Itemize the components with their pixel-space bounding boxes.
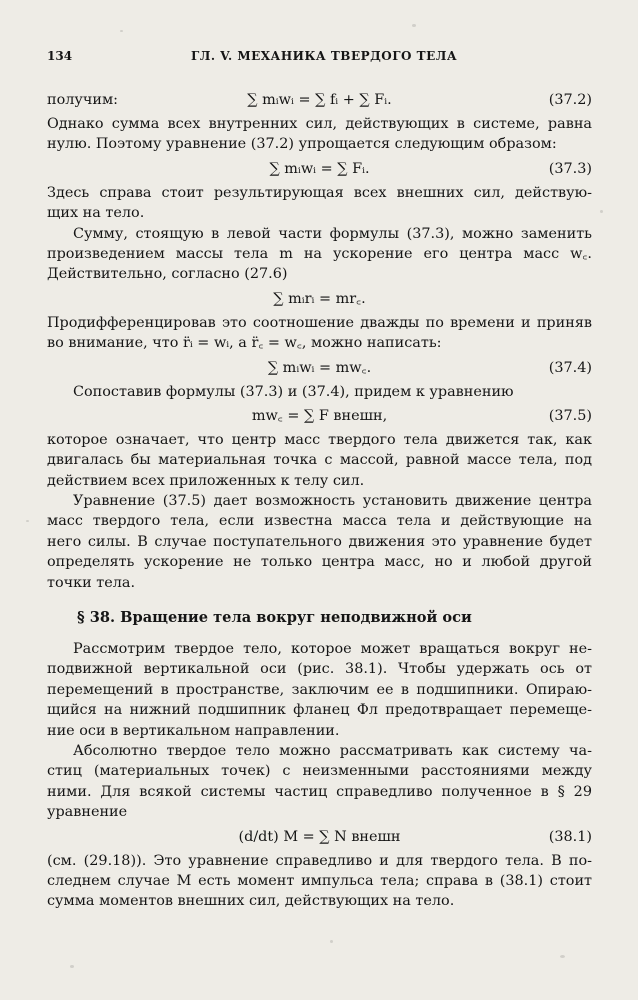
- paragraph: [47, 851, 592, 912]
- formula: ∑ mᵢwᵢ = ∑ fᵢ + ∑ Fᵢ.: [247, 92, 392, 108]
- text-line: во внимание, что r̈ᵢ = wᵢ, а r̈꜀ = w꜀, можно написать:: [47, 335, 442, 352]
- text-line: двигалась бы материальная точка с массой, равной массе тела, под: [47, 452, 592, 469]
- equation-number: (37.3): [548, 160, 592, 177]
- paragraph: [47, 224, 592, 285]
- equation-37-3: [47, 155, 592, 183]
- formula: mw꜀ = ∑ F внешн,: [251, 407, 388, 424]
- equation-number: (37.2): [548, 92, 592, 108]
- text-line: щийся на нижний подшипник фланец Фл предотвращает перемеще-: [47, 702, 592, 719]
- page-number: 134: [47, 49, 73, 63]
- text-line: Действительно, согласно (27.6): [47, 266, 288, 283]
- lead-text: получим:: [47, 92, 119, 108]
- text-line: Рассмотрим твердое тело, которое может вращаться вокруг не-: [73, 641, 592, 658]
- equation-37-5: [47, 402, 592, 430]
- paragraph: [47, 114, 592, 155]
- text-line: сумма моментов внешних сил, действующих на тело.: [47, 893, 455, 910]
- formula: (d/dt) M = ∑ N внешн: [238, 828, 401, 845]
- paragraph: [47, 430, 592, 491]
- text-line: подвижной вертикальной оси (рис. 38.1). Чтобы удержать ось от: [47, 661, 592, 678]
- text-line: стиц (материальных точек) с неизменными расстояниями между: [47, 763, 592, 780]
- running-header: [47, 49, 592, 69]
- text-line: нулю. Поэтому уравнение (37.2) упрощается следующим образом:: [47, 136, 557, 153]
- equation-27-6: [47, 285, 592, 313]
- text-line: ними. Для всякой системы частиц справедливо полученное в § 29: [47, 783, 592, 800]
- text-line: ние оси в вертикальном направлении.: [47, 722, 340, 739]
- text-line: Абсолютно твердое тело можно рассматривать как систему ча-: [73, 742, 592, 759]
- text-line: действием всех приложенных к телу сил.: [47, 472, 365, 489]
- paragraph: [47, 741, 592, 823]
- text-line: Сумму, стоящую в левой части формулы (37.3), можно заменить: [73, 225, 592, 242]
- equation-37-2: [47, 86, 592, 114]
- text-line: Уравнение (37.5) дает возможность установить движение центра: [73, 493, 592, 510]
- text-line: него силы. В случае поступательного движения это уравнение будет: [47, 533, 592, 550]
- formula: ∑ mᵢwᵢ = mw꜀.: [267, 359, 372, 376]
- section-heading: § 38. Вращение тела вокруг неподвижной оси: [77, 609, 472, 627]
- equation-number: (38.1): [548, 828, 592, 845]
- paragraph: [47, 639, 592, 741]
- paragraph: [47, 313, 592, 354]
- paragraph: [47, 382, 592, 402]
- text-line: перемещений в пространстве, заключим ее в подшипники. Опираю-: [47, 681, 592, 698]
- text-line: Однако сумма всех внутренних сил, действующих в системе, равна: [47, 116, 592, 132]
- equation-38-1: [47, 823, 592, 851]
- text-line: масс твердого тела, если известна масса тела и действующие на: [47, 513, 592, 530]
- text-line: следнем случае M есть момент импульса тела; справа в (38.1) стоит: [47, 872, 592, 889]
- text-line: щих на тело.: [47, 205, 145, 222]
- page-body: [47, 86, 592, 912]
- equation-37-4: [47, 354, 592, 382]
- formula: ∑ mᵢrᵢ = mr꜀.: [273, 290, 366, 307]
- formula: ∑ mᵢwᵢ = ∑ Fᵢ.: [269, 160, 370, 177]
- paragraph: [47, 183, 592, 224]
- text-line: определять ускорение не только центра масс, но и любой другой: [47, 554, 592, 571]
- text-line: Сопоставив формулы (37.3) и (37.4), придем к уравнению: [73, 383, 514, 400]
- paragraph: [47, 491, 592, 593]
- text-line: точки тела.: [47, 574, 136, 591]
- text-line: произведением массы тела m на ускорение его центра масс w꜀.: [47, 245, 592, 262]
- text-line: Здесь справа стоит результирующая всех внешних сил, действую-: [47, 184, 592, 201]
- running-title: ГЛ. V. МЕХАНИКА ТВЕРДОГО ТЕЛА: [191, 49, 458, 63]
- text-line: уравнение: [47, 804, 128, 821]
- text-line: (см. (29.18)). Это уравнение справедливо и для твердого тела. В по-: [47, 852, 592, 869]
- equation-number: (37.4): [548, 359, 592, 376]
- text-line: Продифференцировав это соотношение дважды по времени и приняв: [47, 314, 592, 331]
- text-line: которое означает, что центр масс твердого тела движется так, как: [47, 431, 592, 448]
- equation-number: (37.5): [548, 407, 592, 424]
